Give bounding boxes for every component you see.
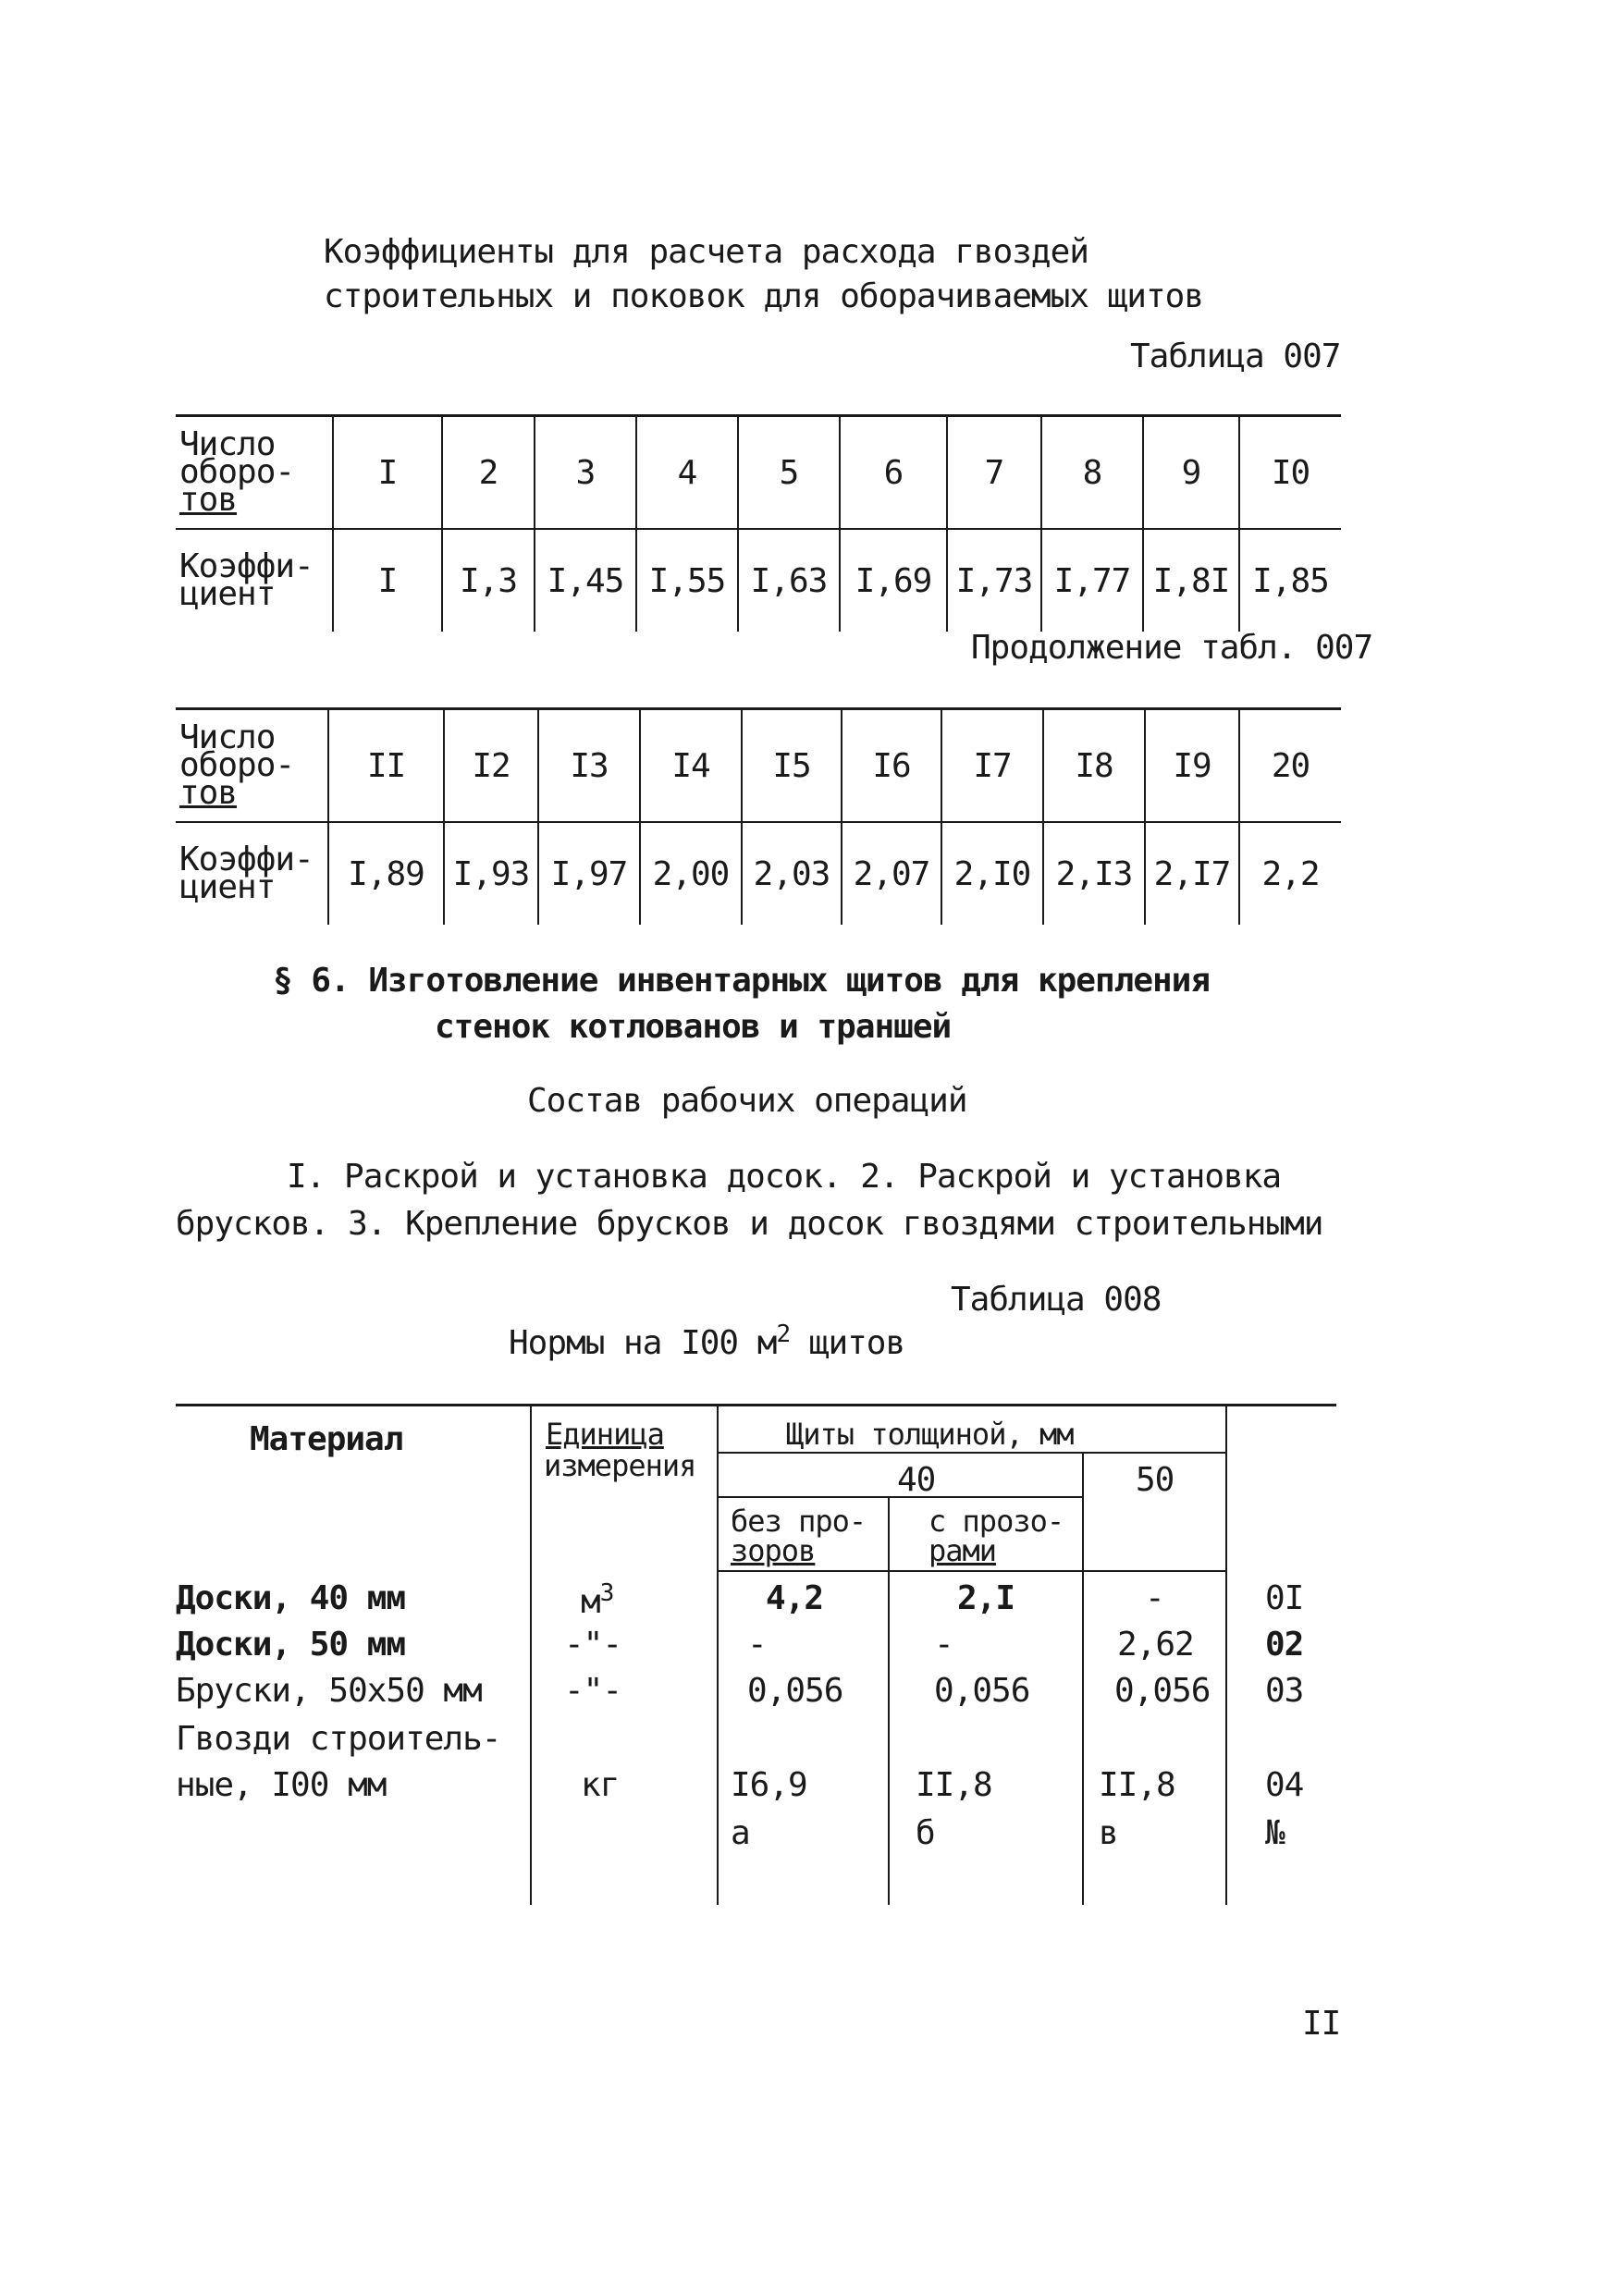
turns-cell: I4	[640, 709, 742, 823]
header-thickness-40: 40	[897, 1461, 936, 1499]
col-divider	[717, 1404, 719, 1905]
coef-cell: I,8I	[1143, 529, 1239, 632]
turns-cell: I3	[538, 709, 640, 823]
row-code: 04	[1265, 1766, 1304, 1804]
coef-cell: I,69	[840, 529, 947, 632]
turns-cell: I8	[1043, 709, 1145, 823]
turns-cell: I2	[444, 709, 538, 823]
row-value-b: -	[934, 1626, 953, 1664]
coef-cell: I,97	[538, 822, 640, 925]
row-value-a: 4,2	[766, 1579, 824, 1617]
header-with-gap-line-2: рами	[928, 1533, 997, 1568]
row-value-b: 2,I	[957, 1579, 1015, 1617]
row-material: Доски, 50 мм	[176, 1626, 406, 1664]
row-value-c: 0,056	[1114, 1672, 1211, 1710]
coef-cell: I,63	[738, 529, 840, 632]
table-007-label: Таблица 007	[1130, 338, 1341, 375]
turns-cell: I	[333, 416, 442, 530]
row-value-a: -	[747, 1626, 767, 1664]
turns-cell: I5	[742, 709, 842, 823]
row-value-a: 0,056	[747, 1672, 843, 1710]
turns-cell: 5	[738, 416, 840, 530]
col-divider	[530, 1404, 532, 1905]
col-divider	[1225, 1404, 1227, 1905]
column-letter-b: б	[916, 1814, 935, 1852]
row-head-coef: Коэффи- циент	[179, 841, 314, 906]
table-007-continuation: Продолжение табл. 007	[971, 629, 1373, 667]
header-with-gap-line-1: с прозо-	[928, 1504, 1064, 1539]
coef-cell: 2,00	[640, 822, 742, 925]
header-rule-bottom	[717, 1570, 1225, 1572]
turns-cell: I0	[1239, 416, 1341, 530]
row-value-b: 0,056	[934, 1672, 1030, 1710]
coef-cell: 2,2	[1239, 822, 1341, 925]
turns-cell: 9	[1143, 416, 1239, 530]
table-008-label: Таблица 008	[951, 1281, 1162, 1319]
row-head-turns: Число оборо- тов	[176, 709, 328, 823]
turns-cell: 6	[840, 416, 947, 530]
header-material: Материал	[250, 1420, 403, 1458]
turns-cell: 4	[636, 416, 738, 530]
turns-cell: I6	[842, 709, 941, 823]
row-material-line-1: Гвозди строитель-	[176, 1720, 501, 1758]
header-rule-shields	[717, 1452, 1225, 1454]
column-number-sign: №	[1265, 1814, 1285, 1852]
row-unit: $м^3$	[581, 1579, 614, 1621]
coef-cell: I,93	[444, 822, 538, 925]
turns-cell: 20	[1239, 709, 1341, 823]
turns-cell: II	[328, 709, 444, 823]
table-top-rule	[176, 1404, 1336, 1406]
col-divider	[888, 1496, 890, 1905]
row-code: 02	[1265, 1626, 1304, 1664]
title-line-2: строительных и поковок для оборачиваемых щитов	[324, 277, 1203, 315]
header-no-gap-line-1: без про-	[731, 1504, 867, 1539]
coef-cell: I,89	[328, 822, 444, 925]
row-material: Доски, 40 мм	[176, 1579, 406, 1617]
header-thickness-50: 50	[1136, 1461, 1174, 1499]
column-letter-c: в	[1099, 1814, 1118, 1852]
column-letter-a: а	[731, 1814, 750, 1852]
table-007-part-2	[176, 707, 1341, 925]
coef-cell: I,73	[947, 529, 1041, 632]
header-no-gap-line-2: зоров	[731, 1533, 816, 1568]
turns-cell: 3	[535, 416, 636, 530]
row-unit: кг	[581, 1766, 620, 1804]
row-unit: -"-	[564, 1672, 622, 1710]
operations-title: Состав рабочих операций	[527, 1082, 967, 1120]
row-head-coef: Коэффи- циент	[179, 547, 314, 613]
row-value-c: 2,62	[1117, 1626, 1194, 1664]
coef-cell: I,77	[1041, 529, 1143, 632]
coef-cell: I,85	[1239, 529, 1341, 632]
col-divider	[1082, 1452, 1084, 1905]
turns-cell: 2	[442, 416, 535, 530]
coef-cell: 2,I3	[1043, 822, 1145, 925]
turns-cell: 7	[947, 416, 1041, 530]
coef-cell: 2,I0	[941, 822, 1043, 925]
operations-line-2: брусков. 3. Крепление брусков и досок гвоздями строительными	[176, 1205, 1323, 1243]
turns-cell: 8	[1041, 416, 1143, 530]
turns-cell: I7	[941, 709, 1043, 823]
table-007-part-1	[176, 414, 1341, 632]
coef-cell: 2,I7	[1145, 822, 1239, 925]
norms-caption: Нормы на I00 $м^2$ щитов	[509, 1320, 905, 1362]
row-value-c: II,8	[1099, 1766, 1175, 1804]
row-value-a: I6,9	[731, 1766, 807, 1804]
turns-cell: I9	[1145, 709, 1239, 823]
page-number: II	[1302, 2005, 1341, 2043]
section-heading-line-2: стенок котлованов и траншей	[435, 1008, 952, 1046]
coef-cell: 2,03	[742, 822, 842, 925]
row-code: 03	[1265, 1672, 1304, 1710]
row-head-turns: Число оборо- тов	[176, 416, 333, 530]
section-heading-line-1: § 6. Изготовление инвентарных щитов для крепления	[273, 962, 1211, 1000]
coef-cell: 2,07	[842, 822, 941, 925]
coef-cell: I,45	[535, 529, 636, 632]
coef-cell: I	[333, 529, 442, 632]
row-unit: -"-	[564, 1626, 622, 1664]
operations-line-1: I. Раскрой и установка досок. 2. Раскрой и установка	[287, 1158, 1282, 1196]
coef-cell: I,55	[636, 529, 738, 632]
row-material: Бруски, 50х50 мм	[176, 1672, 482, 1710]
row-value-c: -	[1145, 1579, 1164, 1617]
row-code: 0I	[1265, 1579, 1304, 1617]
header-unit-line-1: Единица	[546, 1417, 664, 1452]
coef-cell: I,3	[442, 529, 535, 632]
header-unit-line-2: измерения	[544, 1448, 696, 1483]
title-line-1: Коэффициенты для расчета расхода гвоздей	[324, 233, 1088, 271]
row-material-line-2: ные, I00 мм	[176, 1766, 387, 1804]
header-shields: Щиты толщиной, мм	[786, 1417, 1074, 1452]
row-value-b: II,8	[916, 1766, 992, 1804]
